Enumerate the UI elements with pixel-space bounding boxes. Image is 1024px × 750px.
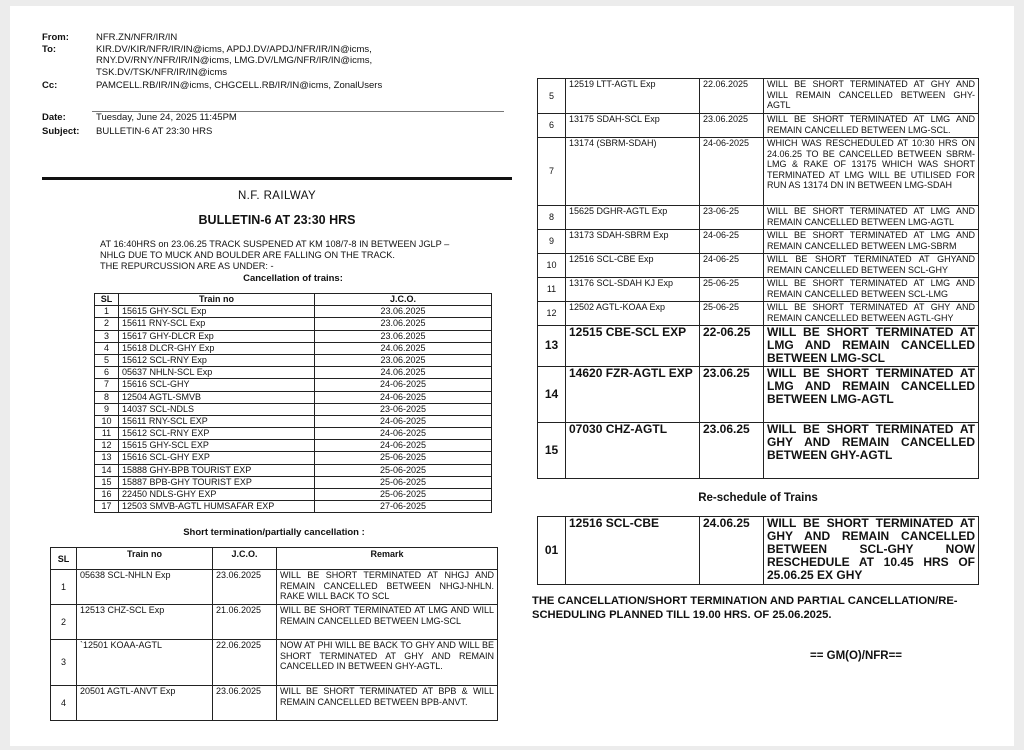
cell-sl: 10 [95,415,119,427]
cell-sl: 4 [95,342,119,354]
cell-jco: 23-06-2025 [315,403,492,415]
reschedule-body [538,517,979,585]
cell-jco: 24.06.2025 [315,342,492,354]
cell-train-no: 12502 AGTL-KOAA Exp [566,302,700,326]
cell-sl: 8 [95,391,119,403]
cell-train-no: 15612 SCL-RNY Exp [119,354,315,366]
cell-remark: WILL BE SHORT TERMINATED AT GHY AND REMAIN CANCELLED BETWEEN SCL-GHY NOW RESCHEDULE AT 10.45 HRS OF 25.06.25 EX GHY [764,517,979,585]
cell-remark: WILL BE SHORT TERMINATED AT LMG AND REMAIN CANCELLED BETWEEN LMG-SCL [764,326,979,367]
cell-train-no: 05637 NHLN-SCL Exp [119,367,315,379]
reschedule-table [537,516,979,585]
cell-train-no: 15615 GHY-SCL Exp [119,306,315,318]
cell-sl: 6 [538,114,566,138]
date-row [42,112,512,124]
header-train-no: Train no [119,294,315,306]
cell-jco: 24-06-2025 [315,440,492,452]
cell-jco: 23.06.2025 [213,570,277,605]
cell-train-no: 13176 SCL-SDAH KJ Exp [566,278,700,302]
cell-sl: 3 [95,330,119,342]
cell-sl: 5 [95,354,119,366]
cell-sl: 12 [538,302,566,326]
from-label: From: [42,32,69,43]
cell-jco: 24-06-2025 [315,415,492,427]
cancellation-body [95,306,492,513]
document-page [10,6,1014,746]
short-termination-body-continued [538,79,979,479]
cell-sl: 13 [538,326,566,367]
cell-train-no: 15611 RNY-SCL Exp [119,318,315,330]
table-row [95,342,492,354]
cell-train-no: 07030 CHZ-AGTL [566,423,700,479]
table-row [538,254,979,278]
short-termination-body [51,570,498,721]
cell-jco: 21.06.2025 [213,605,277,640]
table-row [538,138,979,206]
table-row [95,428,492,440]
table-row [95,501,492,513]
table-row [538,278,979,302]
cell-sl: 11 [538,278,566,302]
table-row [51,570,498,605]
cell-sl: 1 [95,306,119,318]
cell-train-no: 12504 AGTL-SMVB [119,391,315,403]
table-row [95,452,492,464]
cell-sl: 14 [538,367,566,423]
cell-train-no: 13175 SDAH-SCL Exp [566,114,700,138]
table-row [95,306,492,318]
cell-train-no: 15612 SCL-RNY EXP [119,428,315,440]
table-row [538,326,979,367]
cell-remark: WILL BE SHORT TERMINATED AT LMG AND REMAIN CANCELLED BETWEEN LMG-AGTL [764,206,979,230]
cell-sl: 15 [95,476,119,488]
table-row [538,302,979,326]
cell-sl: 7 [95,379,119,391]
cell-jco: 22.06.2025 [213,640,277,686]
cell-remark: WILL BE SHORT TERMINATED AT NHGJ AND REMAIN CANCELLED BETWEEN NHGJ-NHLN. RAKE WILL BACK TO SCL [277,570,498,605]
table-header-row [51,548,498,570]
cell-sl: 11 [95,428,119,440]
header-divider [92,111,504,112]
cell-jco: 23.06.2025 [213,686,277,721]
cell-sl: 17 [95,501,119,513]
table-row [95,354,492,366]
cell-jco: 25-06-2025 [315,464,492,476]
table-row [95,440,492,452]
table-row [51,605,498,640]
to-line: TSK.DV/TSK/NFR/IR/IN@icms [96,66,228,78]
to-label: To: [42,43,57,55]
to-line: RNY.DV/RNY/NFR/IR/IN@icms, LMG.DV/LMG/NFR/IR/IN@icms, [96,55,373,67]
cell-train-no: 15888 GHY-BPB TOURIST EXP [119,464,315,476]
cc-value: PAMCELL.RB/IR/IN@icms, CHGCELL.RB/IR/IN@icms, ZonalUsers [96,80,383,92]
cell-train-no: 22450 NDLS-GHY EXP [119,489,315,501]
bulletin-title: BULLETIN-6 AT 23:30 HRS [198,213,356,227]
cell-jco: 24-06-2025 [315,428,492,440]
cell-remark: WILL BE SHORT TERMINATED AT LMG AND REMAIN CANCELLED BETWEEN LMG-SCL. [764,114,979,138]
from-value: NFR.ZN/NFR/IR/IN [96,32,178,43]
cell-sl: 12 [95,440,119,452]
table-row [95,379,492,391]
cell-sl: 10 [538,254,566,278]
cell-sl: 6 [95,367,119,379]
cell-sl: 9 [95,403,119,415]
cell-remark: WILL BE SHORT TERMINATED AT GHY AND REMAIN CANCELLED BETWEEN AGTL-GHY [764,302,979,326]
cell-remark: WHICH WAS RESCHEDULED AT 10:30 HRS ON 24.06.25 TO BE CANCELLED BETWEEN SBRM-LMG & RAKE OF 13175 WHICH WAS SHORT TERMINATED AT LMG WILL BE UTILISED FOR RUN AS 13174 DN IN BETWEEN LMG-SDAH [764,138,979,206]
cell-jco: 23.06.2025 [315,330,492,342]
cell-remark: WILL BE SHORT TERMINATED AT LMG AND REMAIN CANCELLED BETWEEN SCL-LMG [764,278,979,302]
cell-jco: 27-06-2025 [315,501,492,513]
org-name: N.F. RAILWAY [237,190,317,202]
cell-sl: 2 [51,605,77,640]
cell-jco: 24-06-2025 [315,379,492,391]
cell-train-no: 12519 LTT-AGTL Exp [566,79,700,114]
header-sl: SL [51,548,77,570]
cell-jco: 22.06.2025 [700,79,764,114]
cell-jco: 25-06-2025 [315,489,492,501]
to-row [42,44,512,79]
cell-jco: 23-06-25 [700,206,764,230]
cell-sl: 4 [51,686,77,721]
cell-remark: WILL BE SHORT TERMINATED AT LMG AND WILL REMAIN CANCELLED BETWEEN LMG-SCL [277,605,498,640]
table-header-row [95,294,492,306]
cell-train-no: 12516 SCL-CBE [566,517,700,585]
cell-jco: 25-06-2025 [315,452,492,464]
cell-train-no: 15617 GHY-DLCR Exp [119,330,315,342]
table-row [51,686,498,721]
cell-train-no: 13174 (SBRM-SDAH) [566,138,700,206]
table-row [95,476,492,488]
signature: == GM(O)/NFR== [810,650,903,662]
cell-train-no: 15625 DGHR-AGTL Exp [566,206,700,230]
intro-line: NHLG DUE TO MUCK AND BOULDER ARE FALLING ON THE TRACK. [100,249,395,260]
table-row [95,330,492,342]
header-sl: SL [95,294,119,306]
cell-train-no: 15616 SCL-GHY EXP [119,452,315,464]
header-jco: J.C.O. [315,294,492,306]
cell-remark: WILL BE SHORT TERMINATED AT GHY AND REMAIN CANCELLED BETWEEN GHY-AGTL [764,423,979,479]
cell-jco: 24-06-2025 [315,391,492,403]
intro-text [100,239,500,271]
cell-train-no: 14037 SCL-NDLS [119,403,315,415]
cell-sl: 3 [51,640,77,686]
reschedule-title: Re-schedule of Trains [698,492,818,504]
table-row [538,423,979,479]
table-row [95,403,492,415]
cell-train-no: 20501 AGTL-ANVT Exp [77,686,213,721]
cell-jco: 23.06.2025 [315,354,492,366]
table-row [51,640,498,686]
section-divider [42,177,512,180]
cell-remark: WILL BE SHORT TERMINATED AT GHYAND REMAIN CANCELLED BETWEEN SCL-GHY [764,254,979,278]
cell-train-no: 15616 SCL-GHY [119,379,315,391]
short-termination-title: Short termination/partially cancellation : [183,527,365,538]
cell-sl: 15 [538,423,566,479]
closing-note: THE CANCELLATION/SHORT TERMINATION AND PARTIAL CANCELLATION/RE-SCHEDULING PLANNED TILL 19.00 HRS. OF 25.06.2025. [532,595,958,621]
cell-jco: 25-06-25 [700,278,764,302]
short-termination-table-continued [537,78,979,479]
cell-sl: 01 [538,517,566,585]
to-value [96,44,512,79]
cell-jco: 23.06.2025 [315,306,492,318]
table-row [95,391,492,403]
cell-jco: 24.06.25 [700,517,764,585]
cell-sl: 16 [95,489,119,501]
cell-train-no: `12501 KOAA-AGTL [77,640,213,686]
intro-line: AT 16:40HRS on 23.06.25 TRACK SUSPENED AT KM 108/7-8 IN BETWEEN JGLP – [100,239,450,249]
to-line: KIR.DV/KIR/NFR/IR/IN@icms, APDJ.DV/APDJ/NFR/IR/IN@icms, [96,43,372,55]
table-row [538,114,979,138]
subject-row [42,126,512,138]
table-row [538,517,979,585]
cell-train-no: 15618 DLCR-GHY Exp [119,342,315,354]
table-row [95,489,492,501]
cell-sl: 9 [538,230,566,254]
cell-jco: 23.06.25 [700,423,764,479]
cell-jco: 24.06.2025 [315,367,492,379]
table-row [95,367,492,379]
header-jco: J.C.O. [213,548,277,570]
cell-sl: 8 [538,206,566,230]
cell-train-no: 05638 SCL-NHLN Exp [77,570,213,605]
cell-jco: 23.06.25 [700,367,764,423]
cancellation-title: Cancellation of trains: [243,273,343,284]
subject-value: BULLETIN-6 AT 23:30 HRS [96,125,213,137]
cell-sl: 2 [95,318,119,330]
cell-jco: 25-06-25 [700,302,764,326]
cell-train-no: 15615 GHY-SCL EXP [119,440,315,452]
intro-line: THE REPURCUSSION ARE AS UNDER: - [100,260,274,271]
cell-jco: 24-06-25 [700,230,764,254]
table-row [95,415,492,427]
header-train-no: Train no [77,548,213,570]
subject-label: Subject: [42,125,80,137]
cc-label: Cc: [42,80,58,92]
table-row [538,79,979,114]
cell-jco: 23.06.2025 [700,114,764,138]
cell-sl: 14 [95,464,119,476]
cell-sl: 5 [538,79,566,114]
cell-remark: WILL BE SHORT TERMINATED AT LMG AND REMAIN CANCELLED BETWEEN LMG-SBRM [764,230,979,254]
table-row [538,230,979,254]
cell-train-no: 12503 SMVB-AGTL HUMSAFAR EXP [119,501,315,513]
cell-sl: 7 [538,138,566,206]
cell-remark: WILL BE SHORT TERMINATED AT LMG AND REMAIN CANCELLED BETWEEN LMG-AGTL [764,367,979,423]
cancellation-table [94,293,492,513]
table-row [95,318,492,330]
table-row [538,206,979,230]
cell-train-no: 12513 CHZ-SCL Exp [77,605,213,640]
cell-train-no: 12516 SCL-CBE Exp [566,254,700,278]
date-label: Date: [42,111,66,123]
cell-remark: WILL BE SHORT TERMINATED AT GHY AND WILL REMAIN CANCELLED BETWEEN GHY-AGTL [764,79,979,114]
cell-remark: WILL BE SHORT TERMINATED AT BPB & WILL REMAIN CANCELLED BETWEEN BPB-ANVT. [277,686,498,721]
cell-jco: 22-06.25 [700,326,764,367]
cell-train-no: 14620 FZR-AGTL EXP [566,367,700,423]
cell-remark: NOW AT PHI WILL BE BACK TO GHY AND WILL BE SHORT TERMINATED AT GHY AND REMAIN CANCELLED IN BETWEEN GHY-AGTL. [277,640,498,686]
date-value: Tuesday, June 24, 2025 11:45PM [96,111,237,123]
header-remark: Remark [277,548,498,570]
cell-train-no: 12515 CBE-SCL EXP [566,326,700,367]
cell-jco: 25-06-2025 [315,476,492,488]
table-row [538,367,979,423]
table-row [95,464,492,476]
email-header [42,32,512,137]
cc-row [42,80,512,92]
short-termination-table [50,547,498,721]
cell-jco: 23.06.2025 [315,318,492,330]
cell-train-no: 15887 BPB-GHY TOURIST EXP [119,476,315,488]
from-row [42,32,512,44]
cell-jco: 24-06-25 [700,254,764,278]
cell-sl: 1 [51,570,77,605]
cell-train-no: 15611 RNY-SCL EXP [119,415,315,427]
cell-sl: 13 [95,452,119,464]
cell-train-no: 13173 SDAH-SBRM Exp [566,230,700,254]
cell-jco: 24-06-2025 [700,138,764,206]
